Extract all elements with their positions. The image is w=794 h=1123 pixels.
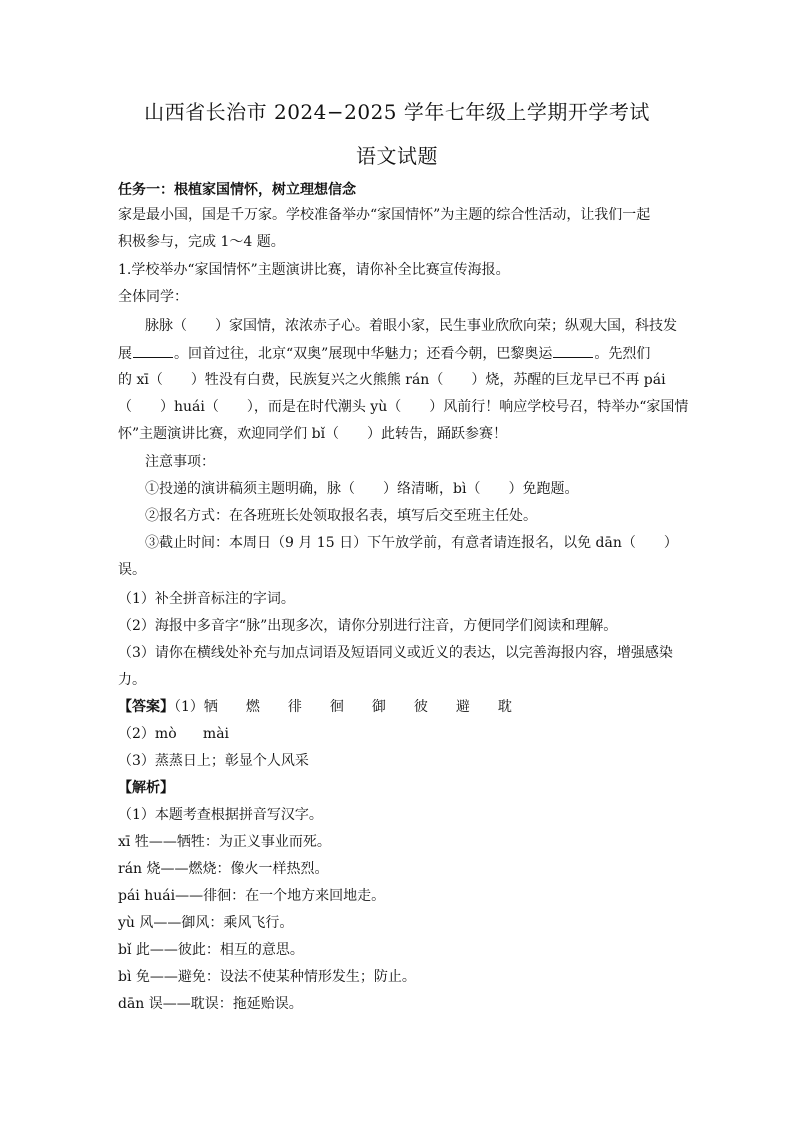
sub-question: （3）请你在横线处补充与加点词语及短语同义或近义的表达，以完善海报内容，增强感染: [118, 645, 673, 661]
analysis-line: xī 牲——牺牲：为正义事业而死。: [118, 834, 331, 850]
answer-pinyin: mài: [202, 726, 230, 742]
answer-line-2: [118, 724, 229, 744]
task-heading: 任务一：根植家国情怀，树立理想信念: [118, 182, 356, 198]
answer-char: 避: [455, 699, 470, 715]
poster-line: [118, 343, 650, 364]
analysis-line: pái huái——徘徊：在一个地方来回地走。: [118, 888, 386, 904]
poster-text: 。先烈们: [594, 346, 651, 362]
page-title: 山西省长治市 2024−2025 学年七年级上学期开学考试: [144, 100, 650, 124]
answer-label: 【答案】: [118, 699, 174, 715]
note-item: ③截止时间：本周日（9 月 15 日）下午放学前，有意者请连报名，以免 dān（ ）: [145, 535, 678, 551]
notes-heading: 注意事项：: [145, 454, 215, 470]
note-item: ②报名方式：在各班班长处领取报名表，填写后交至班主任处。: [145, 508, 537, 524]
analysis-line: dān 误——耽误：拖延贻误。: [118, 996, 303, 1012]
analysis-line: bǐ 此——彼此：相互的意思。: [118, 942, 304, 958]
note-item: ①投递的演讲稿须主题明确，脉（ ）络清晰，bì（ ）免跑题。: [145, 481, 579, 497]
poster-line: （ ）huái（ ），而是在时代潮头 yù（ ）风前行！响应学校号召，特举办“家国情: [118, 399, 689, 415]
salutation: 全体同学：: [118, 289, 188, 305]
poster-line: 脉脉（ ）家国情，浓浓赤子心。着眼小家，民生事业欣欣向荣；纵观大国，科技发: [145, 318, 677, 334]
poster-text: 。回首过往，北京“双奥”展现中华魅力；还看今朝，巴黎奥运: [174, 346, 553, 362]
answer-prefix: （2）: [118, 726, 155, 742]
answer-prefix: （1）: [174, 699, 204, 715]
intro-line: 积极参与，完成 1～4 题。: [118, 234, 285, 250]
analysis-label: 【解析】: [118, 780, 174, 796]
answer-char: 耽: [497, 699, 512, 715]
analysis-line: yù 风——御风：乘风飞行。: [118, 915, 294, 931]
question-1: 1.学校举办“家国情怀”主题演讲比赛，请你补全比赛宣传海报。: [118, 262, 510, 278]
poster-text: 展: [118, 346, 132, 362]
answer-char: 徊: [329, 699, 344, 715]
analysis-line: rán 烧——燃烧：像火一样热烈。: [118, 861, 329, 877]
answer-line-3: （3）蒸蒸日上；彰显个人风采: [118, 753, 309, 769]
answer-pinyin: mò: [154, 726, 177, 742]
note-item: 误。: [118, 562, 146, 578]
answer-char: 徘: [287, 699, 302, 715]
answer-char: 彼: [413, 699, 428, 715]
answer-char: 御: [371, 699, 386, 715]
answer-line-1: [118, 697, 540, 717]
poster-line: 怀”主题演讲比赛，欢迎同学们 bǐ（ ）此转告，踊跃参赛！: [118, 426, 508, 442]
poster-line: 的 xī（ ）牲没有白费，民族复兴之火熊熊 rán（ ）烧，苏醒的巨龙早已不再 pái: [118, 372, 666, 388]
fill-blank: [133, 343, 173, 358]
answer-char: 牺: [203, 699, 218, 715]
sub-question: 力。: [118, 672, 146, 688]
intro-line: 家是最小国，国是千万家。学校准备举办“家国情怀”为主题的综合性活动，让我们一起: [118, 207, 651, 223]
sub-question: （2）海报中多音字“脉”出现多次，请你分别进行注音，方便同学们阅读和理解。: [118, 618, 618, 634]
fill-blank: [553, 343, 593, 358]
page-subtitle: 语文试题: [356, 144, 438, 168]
sub-question: （1）补全拼音标注的字词。: [118, 591, 295, 607]
analysis-line: （1）本题考查根据拼音写汉字。: [118, 807, 323, 823]
analysis-line: bì 免——避免：设法不使某种情形发生；防止。: [118, 969, 416, 985]
answer-char: 燃: [245, 699, 260, 715]
